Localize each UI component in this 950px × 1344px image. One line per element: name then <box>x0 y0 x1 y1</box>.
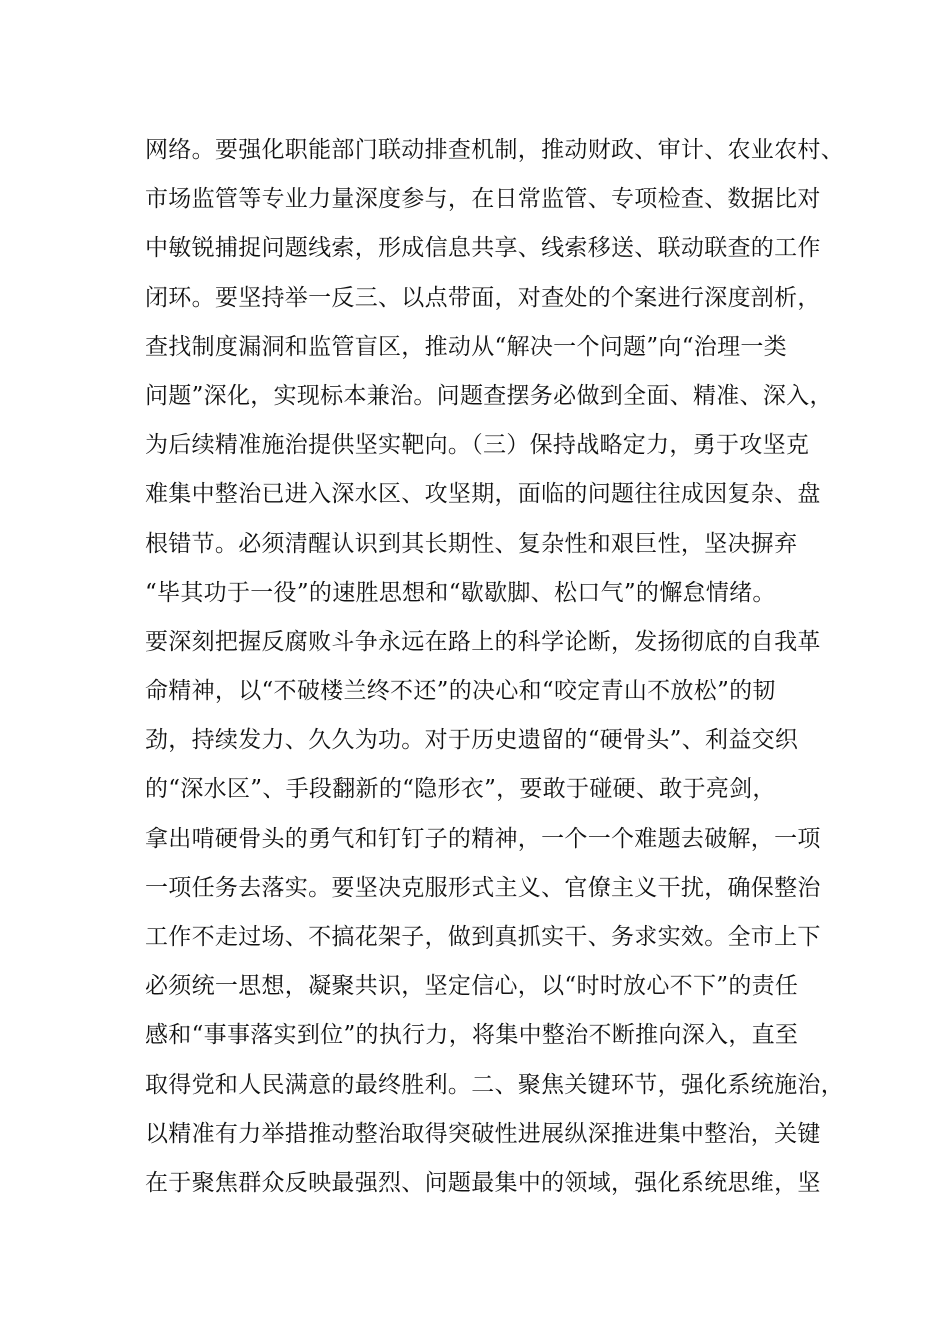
text-line: 问题”深化，实现标本兼治。问题查摆务必做到全面、精准、深入， <box>145 382 833 409</box>
text-line: 查找制度漏洞和监管盲区，推动从“解决一个问题”向“治理一类 <box>145 333 787 360</box>
text-line: 拿出啃硬骨头的勇气和钉钉子的精神，一个一个难题去破解，一项 <box>145 825 821 852</box>
text-line: 中敏锐捕捉问题线索，形成信息共享、线索移送、联动联查的工作 <box>145 235 821 262</box>
text-line: 为后续精准施治提供坚实靶向。（三）保持战略定力，勇于攻坚克 <box>145 432 810 459</box>
body-text <box>145 126 844 1208</box>
text-line: 网络。要强化职能部门联动排查机制，推动财政、审计、农业农村、 <box>145 137 844 163</box>
text-line: 必须统一思想，凝聚共识，坚定信心，以“时时放心不下”的责任 <box>145 973 799 1000</box>
text-line: 市场监管等专业力量深度参与，在日常监管、专项检查、数据比对 <box>145 186 821 213</box>
text-line: 的“深水区”、手段翻新的“隐形衣”，要敢于碰硬、敢于亮剑， <box>145 776 776 803</box>
text-line: 工作不走过场、不搞花架子，做到真抓实干、务求实效。全市上下 <box>145 924 821 950</box>
text-line: 命精神，以“不破楼兰终不还”的决心和“咬定青山不放松”的韧 <box>145 678 776 705</box>
text-line: 感和“事事落实到位”的执行力，将集中整治不断推向深入，直至 <box>145 1022 799 1049</box>
text-line: 一项任务去落实。要坚决克服形式主义、官僚主义干扰，确保整治 <box>145 874 821 901</box>
text-line: 劲，持续发力、久久为功。对于历史遗留的“硬骨头”、利益交织 <box>145 727 799 754</box>
text-line: 难集中整治已进入深水区、攻坚期，面临的问题往往成因复杂、盘 <box>145 481 821 508</box>
text-line: 在于聚焦群众反映最强烈、问题最集中的领域，强化系统思维，坚 <box>145 1169 821 1196</box>
text-line: 闭环。要坚持举一反三、以点带面，对查处的个案进行深度剖析， <box>145 284 821 311</box>
text-line: 取得党和人民满意的最终胜利。二、聚焦关键环节，强化系统施治， <box>145 1071 844 1098</box>
text-line: 要深刻把握反腐败斗争永远在路上的科学论断，发扬彻底的自我革 <box>145 628 821 655</box>
text-line: 以精准有力举措推动整治取得突破性进展纵深推进集中整治，关键 <box>145 1120 821 1147</box>
text-line: “毕其功于一役”的速胜思想和“歇歇脚、松口气”的懈怠情绪。 <box>145 579 776 606</box>
text-line: 根错节。必须清醒认识到其长期性、复杂性和艰巨性，坚决摒弃 <box>145 530 798 557</box>
